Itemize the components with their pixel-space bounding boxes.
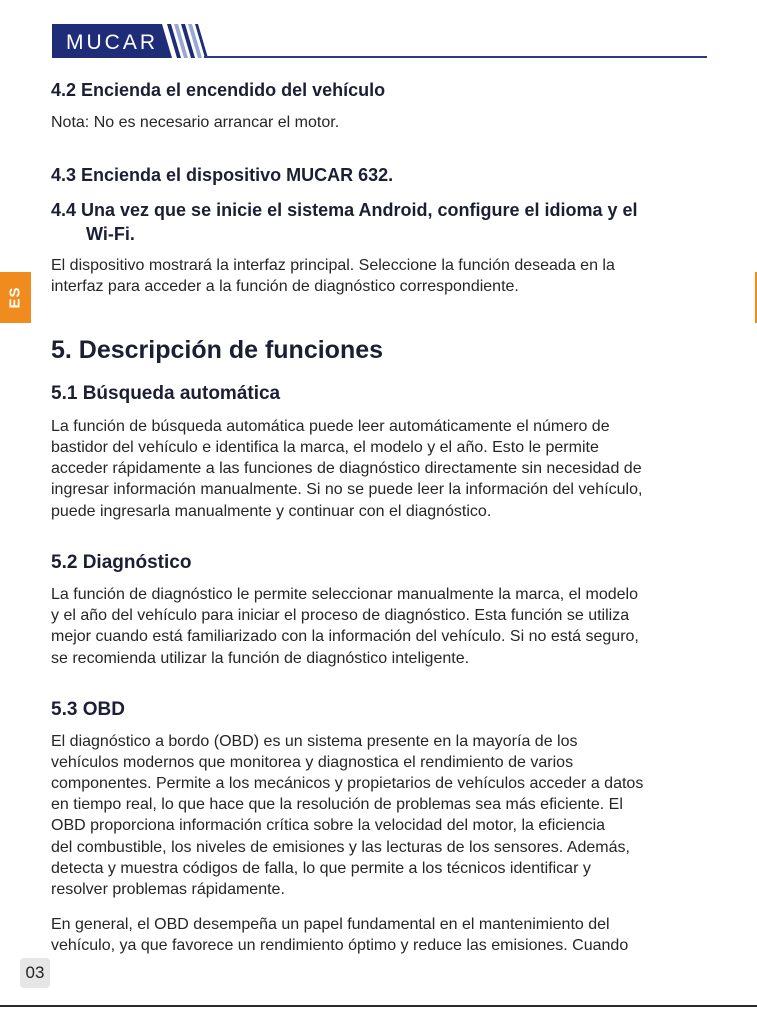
- section-5-1-body-line: ingresar información manualmente. Si no se puede leer la información del vehículo,: [51, 481, 643, 498]
- page-number: 03: [20, 958, 50, 988]
- section-4-2-note: Nota: No es necesario arrancar el motor.: [51, 114, 340, 131]
- brand-header: [52, 22, 707, 60]
- section-5-2-body-line: La función de diagnóstico le permite seleccionar manualmente la marca, el modelo: [51, 586, 638, 603]
- section-5-2-body-line: mejor cuando está familiarizado con la información del vehículo. Si no está seguro,: [51, 628, 639, 645]
- section-4-4-body-line: El dispositivo mostrará la interfaz principal. Seleccione la función deseada en la: [51, 257, 615, 274]
- section-5-1-heading: 5.1 Búsqueda automática: [51, 383, 281, 404]
- section-5-3-body2-line: En general, el OBD desempeña un papel fundamental en el mantenimiento del: [51, 916, 610, 933]
- section-5-1-body-line: acceder rápidamente a las funciones de diagnóstico directamente sin necesidad de: [51, 460, 642, 477]
- section-4-2-heading: 4.2 Encienda el encendido del vehículo: [51, 80, 386, 100]
- section-4-4-heading: 4.4 Una vez que se inicie el sistema Android, configure el idioma y el: [51, 200, 638, 220]
- logo-text: MUCAR: [66, 31, 158, 54]
- section-5-1-body-line: bastidor del vehículo e identifica la marca, el modelo y el año. Esto le permite: [51, 439, 599, 456]
- chapter-5-heading: 5. Descripción de funciones: [51, 336, 384, 364]
- section-5-2-body-line: y el año del vehículo para iniciar el proceso de diagnóstico. Esta función se utiliza: [51, 607, 630, 624]
- language-tab: [0, 272, 31, 323]
- section-5-2-heading: 5.2 Diagnóstico: [51, 552, 192, 573]
- section-5-3-body-line: en tiempo real, lo que hace que la resolución de problemas sea más eficiente. El: [51, 796, 623, 813]
- section-5-3-body-line: detecta y muestra códigos de falla, lo que permite a los técnicos identificar y: [51, 860, 591, 877]
- section-5-3-body-line: El diagnóstico a bordo (OBD) es un sistema presente en la mayoría de los: [51, 733, 578, 750]
- section-5-3-body-line: OBD proporciona información crítica sobre la velocidad del motor, la eficiencia: [51, 817, 606, 834]
- section-5-3-body-line: resolver problemas rápidamente.: [51, 881, 285, 898]
- section-5-3-body-line: del combustible, los niveles de emisiones y las lecturas de los sensores. Además,: [51, 839, 630, 856]
- section-5-3-heading: 5.3 OBD: [51, 699, 125, 720]
- section-5-3-body-line: vehículos modernos que monitorea y diagnostica el rendimiento de varios: [51, 754, 574, 771]
- section-4-3-heading: 4.3 Encienda el dispositivo MUCAR 632.: [51, 165, 394, 185]
- section-5-3-body-line: componentes. Permite a los mecánicos y propietarios de vehículos acceder a datos: [51, 775, 644, 792]
- section-5-1-body-line: La función de búsqueda automática puede leer automáticamente el número de: [51, 418, 610, 435]
- language-tab-label: ES: [6, 286, 24, 309]
- section-4-4-heading-cont: Wi-Fi.: [86, 224, 135, 244]
- footer-rule: [0, 1005, 757, 1007]
- section-5-3-body2-line: vehículo, ya que favorece un rendimiento óptimo y reduce las emisiones. Cuando: [51, 937, 629, 954]
- section-5-1-body-line: puede ingresarla manualmente y continuar con el diagnóstico.: [51, 503, 492, 520]
- header-rule: [204, 56, 707, 58]
- section-4-4-body-line: interfaz para acceder a la función de diagnóstico correspondiente.: [51, 278, 519, 295]
- section-5-2-body-line: se recomienda utilizar la función de diagnóstico inteligente.: [51, 650, 470, 667]
